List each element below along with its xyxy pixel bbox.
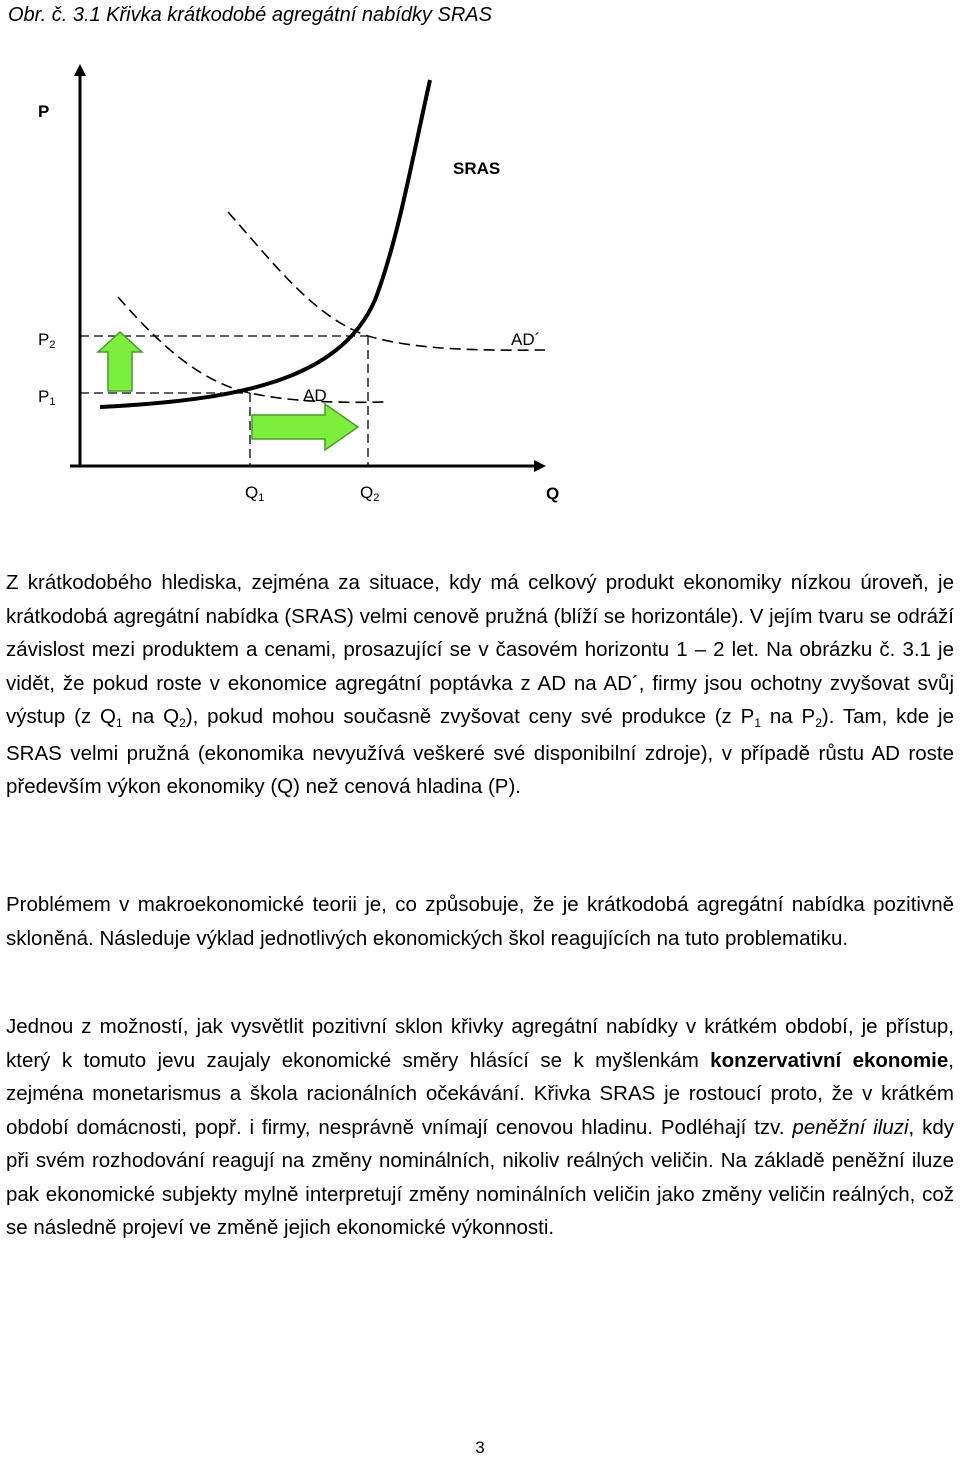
ad-prime-label: AD´: [511, 330, 541, 349]
paragraph-1: Z krátkodobého hlediska, zejména za situace, kdy má celkový produkt ekonomiky nízkou úroveň, je krátkodobá agregátní nabídka (SRAS) velmi cenově pružná (blíží se horizontále). V jejím tvaru se odráží závislost mezi produktem a cenami, prosazující se v časovém horizontu 1 – 2 let. Na obrázku č. 3.1 je vidět, že pokud roste v ekonomice agregátní poptávka z AD na AD´, firmy jsou ochotny zvyšovat svůj výstup (z $Q_1$ na $Q_2$), pokud mohou současně zvyšovat ceny své produkce (z $P_1$ na $P_2$). Tam, kde je SRAS velmi pružná (ekonomika nevyužívá veškeré své disponibilní zdroje), v případě růstu AD roste především výkon ekonomiky (Q) než cenová hladina (P).: [6, 571, 955, 798]
x-axis-label: Q: [546, 484, 560, 503]
sras-figure: [0, 0, 960, 540]
ad-label: AD: [303, 386, 327, 405]
figure-caption: Obr. č. 3.1 Křivka krátkodobé agregátní nabídky SRAS: [8, 4, 492, 26]
y-axis-label: P: [38, 102, 50, 121]
sras-label: SRAS: [453, 159, 501, 178]
page-number: 3: [475, 1438, 485, 1457]
right-arrow: [252, 404, 358, 450]
sras-curve: [100, 80, 430, 407]
p2-label: P2: [38, 330, 56, 351]
bold-term: konzervativní ekonomie: [710, 1048, 949, 1072]
italic-term: peněžní iluzi: [792, 1115, 909, 1139]
ad-prime-curve: [228, 212, 545, 350]
up-arrow: [98, 332, 142, 391]
paragraph-3: Jednou z možností, jak vysvětlit pozitivní sklon křivky agregátní nabídky v krátkém období, je přístup, který k tomuto jevu zaujaly ekonomické směry hlásící se k myšlenkám konzervativní ekonomie, zejména monetarismus a škola racionálních očekávání. Křivka SRAS je rostoucí proto, že v krátkém období domácnosti, popř. i firmy, nesprávně vnímají cenovou hladinu. Podléhají tzv. peněžní iluzi, kdy při svém rozhodování reagují na změny nominálních, nikoliv reálných veličin. Na základě peněžní iluze pak ekonomické subjekty mylně interpretují změny nominálních veličin jako změny veličin reálných, což se následně projeví ve změně jejich ekonomické výkonnosti.: [6, 1015, 954, 1239]
q2-label: Q2: [360, 483, 380, 504]
paragraph-2: Problémem v makroekonomické teorii je, co způsobuje, že je krátkodobá agregátní nabídka pozitivně skloněná. Následuje výklad jednotlivých ekonomických škol reagujících na tuto problematiku.: [6, 893, 954, 950]
q1-label: Q1: [245, 483, 265, 504]
p1-label: P1: [38, 387, 56, 408]
